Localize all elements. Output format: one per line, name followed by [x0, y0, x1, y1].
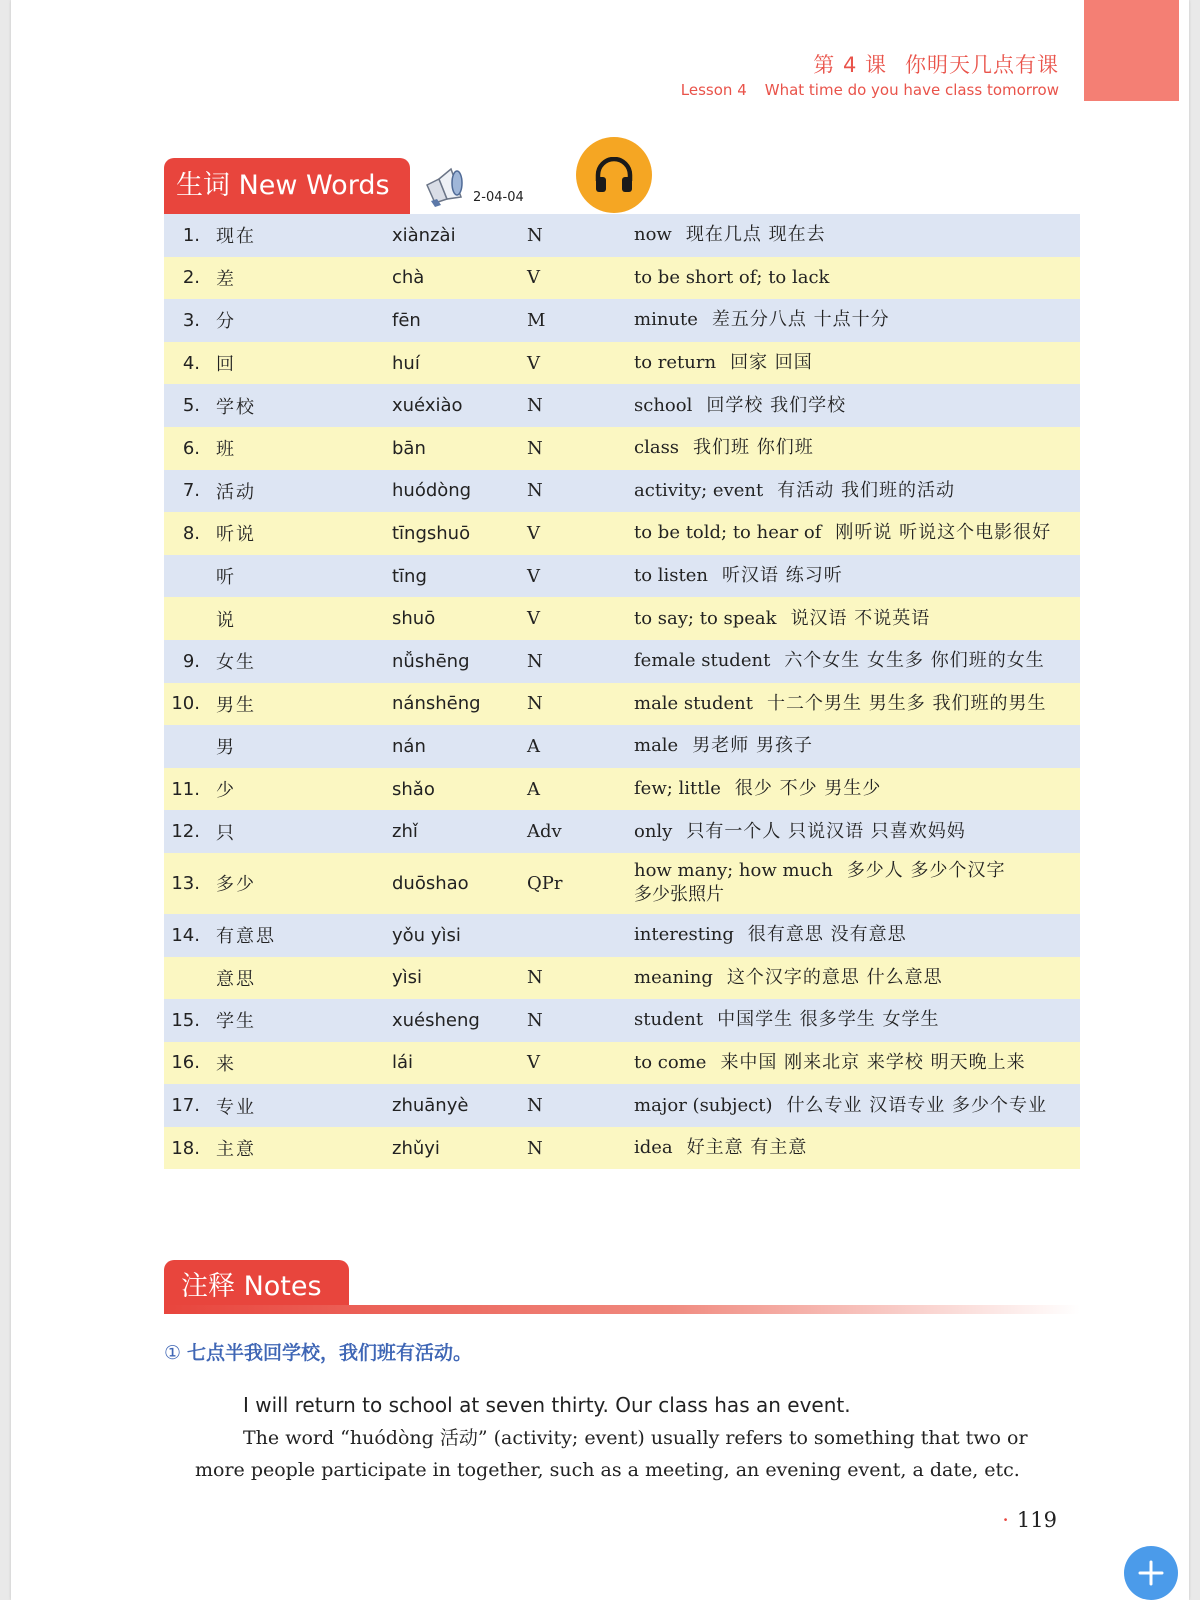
- vocab-meaning: to say; to speak: [634, 607, 777, 629]
- vocab-number: 5.: [164, 384, 200, 427]
- vocab-number: 11.: [164, 768, 200, 811]
- vocab-gloss: [634, 597, 1080, 640]
- vocab-gloss: [634, 999, 1080, 1042]
- vocab-part-of-speech: M: [527, 299, 634, 342]
- vocab-row: [164, 214, 1080, 257]
- vocab-examples: 很少 不少 男生少: [734, 778, 882, 800]
- vocab-meaning: how many; how much: [634, 860, 833, 882]
- vocab-meaning: student: [634, 1009, 704, 1031]
- vocab-number: 12.: [164, 810, 200, 853]
- vocab-examples: 说汉语 不说英语: [790, 607, 931, 629]
- vocab-hanzi: 学生: [200, 999, 392, 1042]
- vocab-pinyin: chà: [392, 257, 527, 300]
- page-number-value: 119: [1016, 1508, 1057, 1532]
- vocab-pinyin: xuésheng: [392, 999, 527, 1042]
- vocab-part-of-speech: N: [527, 640, 634, 683]
- vocab-hanzi: 女生: [200, 640, 392, 683]
- plus-icon: [1138, 1560, 1164, 1586]
- vocab-hanzi: 有意思: [200, 914, 392, 957]
- vocab-hanzi: 少: [200, 768, 392, 811]
- vocab-number: 13.: [164, 853, 200, 914]
- vocab-examples: 我们班 你们班: [693, 437, 814, 459]
- vocab-number: 2.: [164, 257, 200, 300]
- vocab-pinyin: tīngshuō: [392, 512, 527, 555]
- vocab-part-of-speech: N: [527, 214, 634, 257]
- vocab-row: [164, 384, 1080, 427]
- vocab-part-of-speech: N: [527, 384, 634, 427]
- vocab-number: 14.: [164, 914, 200, 957]
- vocab-pinyin: xiànzài: [392, 214, 527, 257]
- vocab-hanzi: 专业: [200, 1084, 392, 1127]
- vocab-examples: 回家 回国: [730, 352, 813, 374]
- vocab-part-of-speech: N: [527, 1084, 634, 1127]
- vocab-number: 17.: [164, 1084, 200, 1127]
- vocab-part-of-speech: N: [527, 470, 634, 513]
- vocab-part-of-speech: [527, 914, 634, 957]
- vocab-row: [164, 1127, 1080, 1170]
- new-words-title: 生词 New Words: [164, 158, 410, 214]
- notes-title: 注释 Notes: [164, 1260, 349, 1314]
- vocab-gloss: [634, 384, 1080, 427]
- vocab-examples: 听汉语 练习听: [722, 565, 843, 587]
- note-1-sentence-text: 七点半我回学校，我们班有活动。: [187, 1342, 473, 1364]
- vocab-meaning: male student: [634, 692, 753, 714]
- textbook-page: [11, 0, 1189, 1600]
- vocab-part-of-speech: V: [527, 342, 634, 385]
- vocab-row: [164, 512, 1080, 555]
- vocab-gloss: [634, 342, 1080, 385]
- vocab-gloss: [634, 640, 1080, 683]
- vocab-pinyin: nǚshēng: [392, 640, 527, 683]
- vocab-meaning: to listen: [634, 565, 709, 587]
- lesson-header: [681, 50, 1059, 100]
- vocab-pinyin: shǎo: [392, 768, 527, 811]
- vocab-hanzi: 分: [200, 299, 392, 342]
- vocab-pinyin: zhǐ: [392, 810, 527, 853]
- vocab-examples-line2: 多少张照片: [634, 884, 724, 906]
- vocab-meaning: class: [634, 437, 680, 459]
- vocab-gloss: [634, 470, 1080, 513]
- vocab-gloss: [634, 257, 1080, 300]
- vocab-meaning: few; little: [634, 778, 721, 800]
- vocab-hanzi: 听: [200, 555, 392, 598]
- vocab-row: [164, 342, 1080, 385]
- vocab-gloss: [634, 914, 1080, 957]
- vocab-gloss: [634, 957, 1080, 1000]
- vocab-part-of-speech: QPr: [527, 853, 634, 914]
- vocab-gloss: [634, 725, 1080, 768]
- vocab-meaning: now: [634, 224, 672, 246]
- vocab-pinyin: yǒu yìsi: [392, 914, 527, 957]
- vocab-examples: 差五分八点 十点十分: [711, 309, 890, 331]
- vocab-gloss: [634, 853, 1080, 914]
- vocab-row: [164, 597, 1080, 640]
- vocab-examples: 中国学生 很多学生 女学生: [717, 1009, 940, 1031]
- vocab-pinyin: bān: [392, 427, 527, 470]
- vocab-pinyin: zhuānyè: [392, 1084, 527, 1127]
- vocab-examples: 来中国 刚来北京 来学校 明天晚上来: [720, 1051, 1026, 1073]
- vocab-number: 1.: [164, 214, 200, 257]
- vocab-row: [164, 725, 1080, 768]
- vocabulary-table: [164, 214, 1080, 1169]
- vocab-number: 7.: [164, 470, 200, 513]
- vocab-meaning: minute: [634, 309, 698, 331]
- vocab-hanzi: 只: [200, 810, 392, 853]
- speaker-icon[interactable]: [421, 165, 467, 209]
- vocab-pinyin: nánshēng: [392, 683, 527, 726]
- vocab-row: [164, 299, 1080, 342]
- vocab-number: [164, 597, 200, 640]
- vocab-gloss: [634, 683, 1080, 726]
- vocab-examples: 什么专业 汉语专业 多少个专业: [786, 1094, 1047, 1116]
- vocab-hanzi: 班: [200, 427, 392, 470]
- vocab-part-of-speech: A: [527, 768, 634, 811]
- vocab-examples: 现在几点 现在去: [685, 224, 826, 246]
- vocab-number: [164, 555, 200, 598]
- note-1-translation: I will return to school at seven thirty. Our class has an event.: [243, 1393, 851, 1417]
- vocab-hanzi: 来: [200, 1042, 392, 1085]
- vocab-meaning: female student: [634, 650, 771, 672]
- vocab-meaning: to be told; to hear of: [634, 522, 822, 544]
- lesson-title-en: [681, 80, 1059, 100]
- lesson-name-en: What time do you have class tomorrow: [764, 81, 1059, 99]
- vocab-hanzi: 说: [200, 597, 392, 640]
- headphones-icon: [594, 157, 634, 193]
- vocab-row: [164, 768, 1080, 811]
- vocab-examples: 六个女生 女生多 你们班的女生: [784, 650, 1045, 672]
- vocab-number: 4.: [164, 342, 200, 385]
- vocab-hanzi: 意思: [200, 957, 392, 1000]
- vocab-examples: 回学校 我们学校: [706, 394, 847, 416]
- vocab-part-of-speech: V: [527, 597, 634, 640]
- vocab-hanzi: 男: [200, 725, 392, 768]
- vocab-number: 15.: [164, 999, 200, 1042]
- vocab-gloss: [634, 427, 1080, 470]
- vocab-gloss: [634, 214, 1080, 257]
- vocab-part-of-speech: Adv: [527, 810, 634, 853]
- vocab-number: 6.: [164, 427, 200, 470]
- lesson-title-zh: [681, 50, 1059, 80]
- vocab-pinyin: lái: [392, 1042, 527, 1085]
- vocab-pinyin: fēn: [392, 299, 527, 342]
- vocab-pinyin: huódòng: [392, 470, 527, 513]
- vocab-pinyin: zhǔyi: [392, 1127, 527, 1170]
- page-number-dot: ·: [1002, 1508, 1009, 1532]
- vocab-pinyin: nán: [392, 725, 527, 768]
- vocab-part-of-speech: V: [527, 257, 634, 300]
- vocab-part-of-speech: N: [527, 957, 634, 1000]
- vocab-meaning: activity; event: [634, 479, 764, 501]
- vocab-examples: 很有意思 没有意思: [747, 924, 907, 946]
- vocab-pinyin: tīng: [392, 555, 527, 598]
- vocab-part-of-speech: N: [527, 999, 634, 1042]
- notes-divider: [164, 1305, 1080, 1314]
- vocab-meaning: meaning: [634, 966, 713, 988]
- vocab-hanzi: 多少: [200, 853, 392, 914]
- vocab-number: 8.: [164, 512, 200, 555]
- track-code: 2-04-04: [473, 190, 524, 205]
- vocab-meaning: to come: [634, 1051, 707, 1073]
- vocab-gloss: [634, 512, 1080, 555]
- lesson-number-en: Lesson 4: [680, 81, 747, 99]
- vocab-row: [164, 914, 1080, 957]
- vocab-hanzi: 活动: [200, 470, 392, 513]
- vocab-examples: 有活动 我们班的活动: [777, 479, 955, 501]
- vocab-row: [164, 683, 1080, 726]
- vocab-examples: 十二个男生 男生多 我们班的男生: [767, 692, 1047, 714]
- lesson-name-zh: 你明天几点有课: [905, 53, 1059, 77]
- vocab-gloss: [634, 1127, 1080, 1170]
- vocab-meaning: major (subject): [634, 1094, 773, 1116]
- vocab-row: [164, 555, 1080, 598]
- vocab-part-of-speech: N: [527, 1127, 634, 1170]
- vocab-meaning: school: [634, 394, 693, 416]
- vocab-meaning: to return: [634, 352, 717, 374]
- vocab-hanzi: 主意: [200, 1127, 392, 1170]
- vocab-number: [164, 957, 200, 1000]
- note-1-marker: ①: [164, 1342, 182, 1364]
- vocab-pinyin: shuō: [392, 597, 527, 640]
- vocab-meaning: to be short of; to lack: [634, 266, 830, 288]
- vocab-row: [164, 470, 1080, 513]
- vocab-number: 9.: [164, 640, 200, 683]
- note-1-sentence: [164, 1338, 472, 1365]
- vocab-number: 3.: [164, 299, 200, 342]
- vocab-examples: 好主意 有主意: [686, 1137, 808, 1159]
- vocab-meaning: male: [634, 735, 679, 757]
- vocab-row: [164, 957, 1080, 1000]
- vocab-row: [164, 257, 1080, 300]
- headphones-button[interactable]: [576, 137, 652, 213]
- vocab-number: 16.: [164, 1042, 200, 1085]
- vocab-pinyin: huí: [392, 342, 527, 385]
- vocab-row: [164, 999, 1080, 1042]
- vocab-hanzi: 回: [200, 342, 392, 385]
- corner-tab: [1084, 0, 1179, 101]
- vocab-examples: 这个汉字的意思 什么意思: [726, 966, 943, 988]
- note-1-explanation: The word “huódòng 活动” (activity; event) usually refers to something that two or more people participate in together, such as a meeting, an evening event, a date, etc.: [195, 1427, 1028, 1481]
- vocab-part-of-speech: V: [527, 512, 634, 555]
- vocab-part-of-speech: A: [527, 725, 634, 768]
- vocab-part-of-speech: N: [527, 683, 634, 726]
- vocab-part-of-speech: N: [527, 427, 634, 470]
- vocab-examples: 男老师 男孩子: [692, 735, 813, 757]
- vocab-hanzi: 听说: [200, 512, 392, 555]
- vocab-pinyin: xuéxiào: [392, 384, 527, 427]
- vocab-pinyin: yìsi: [392, 957, 527, 1000]
- vocab-row: [164, 427, 1080, 470]
- vocab-row: [164, 853, 1080, 914]
- vocab-meaning: idea: [634, 1137, 673, 1159]
- vocab-hanzi: 男生: [200, 683, 392, 726]
- vocab-examples: 多少人 多少个汉字: [846, 860, 1006, 882]
- vocab-gloss: [634, 1042, 1080, 1085]
- vocab-gloss: [634, 768, 1080, 811]
- page-number: [1002, 1508, 1057, 1532]
- vocab-gloss: [634, 810, 1080, 853]
- vocab-hanzi: 学校: [200, 384, 392, 427]
- vocab-gloss: [634, 1084, 1080, 1127]
- vocab-number: 10.: [164, 683, 200, 726]
- vocab-number: 18.: [164, 1127, 200, 1170]
- vocab-row: [164, 1084, 1080, 1127]
- vocab-pinyin: duōshao: [392, 853, 527, 914]
- vocab-gloss: [634, 555, 1080, 598]
- vocab-examples: 只有一个人 只说汉语 只喜欢妈妈: [686, 820, 966, 842]
- vocab-meaning: interesting: [634, 924, 734, 946]
- vocab-examples: 刚听说 听说这个电影很好: [835, 522, 1052, 544]
- vocab-meaning: only: [634, 820, 673, 842]
- vocab-hanzi: 现在: [200, 214, 392, 257]
- vocab-hanzi: 差: [200, 257, 392, 300]
- vocab-number: [164, 725, 200, 768]
- vocab-gloss: [634, 299, 1080, 342]
- vocab-row: [164, 640, 1080, 683]
- vocab-part-of-speech: V: [527, 555, 634, 598]
- vocab-row: [164, 1042, 1080, 1085]
- lesson-number-zh: 第 4 课: [813, 53, 887, 77]
- vocab-part-of-speech: V: [527, 1042, 634, 1085]
- vocab-row: [164, 810, 1080, 853]
- add-button[interactable]: [1124, 1546, 1178, 1600]
